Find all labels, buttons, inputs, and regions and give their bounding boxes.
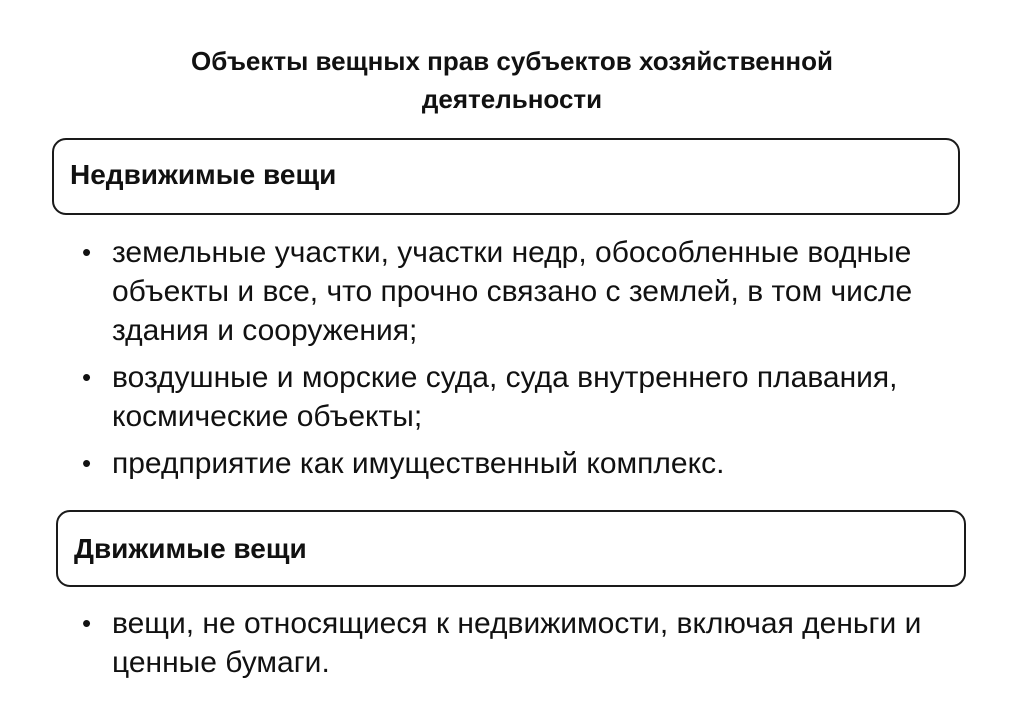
bullet-icon: • [82, 237, 92, 267]
movable-heading: Движимые вещи [74, 533, 307, 564]
immovable-heading: Недвижимые вещи [70, 159, 337, 190]
list-item-text: предприятие как имущественный комплекс. [112, 447, 725, 480]
page-title-line-2: деятельности [421, 84, 603, 114]
page-title [0, 42, 1024, 118]
immovable-list [80, 233, 980, 491]
immovable-heading-box [52, 138, 960, 215]
bullet-icon: • [82, 448, 92, 478]
list-item [80, 604, 980, 682]
list-item-text: вещи, не относящиеся к недвижимости, включая деньги и ценные бумаги. [112, 607, 922, 679]
list-item [80, 444, 980, 483]
list-item-text: земельные участки, участки недр, обособленные водные объекты и все, что прочно связано с землей, в том числе здания и сооружения; [112, 236, 913, 347]
page-title-line-1: Объекты вещных прав субъектов хозяйственной [191, 46, 833, 76]
list-item [80, 358, 980, 436]
list-item [80, 233, 980, 350]
list-item-text: воздушные и морские суда, суда внутреннего плавания, космические объекты; [112, 361, 898, 433]
movable-list [80, 604, 980, 690]
movable-heading-box [56, 510, 966, 587]
bullet-icon: • [82, 608, 92, 638]
bullet-icon: • [82, 362, 92, 392]
